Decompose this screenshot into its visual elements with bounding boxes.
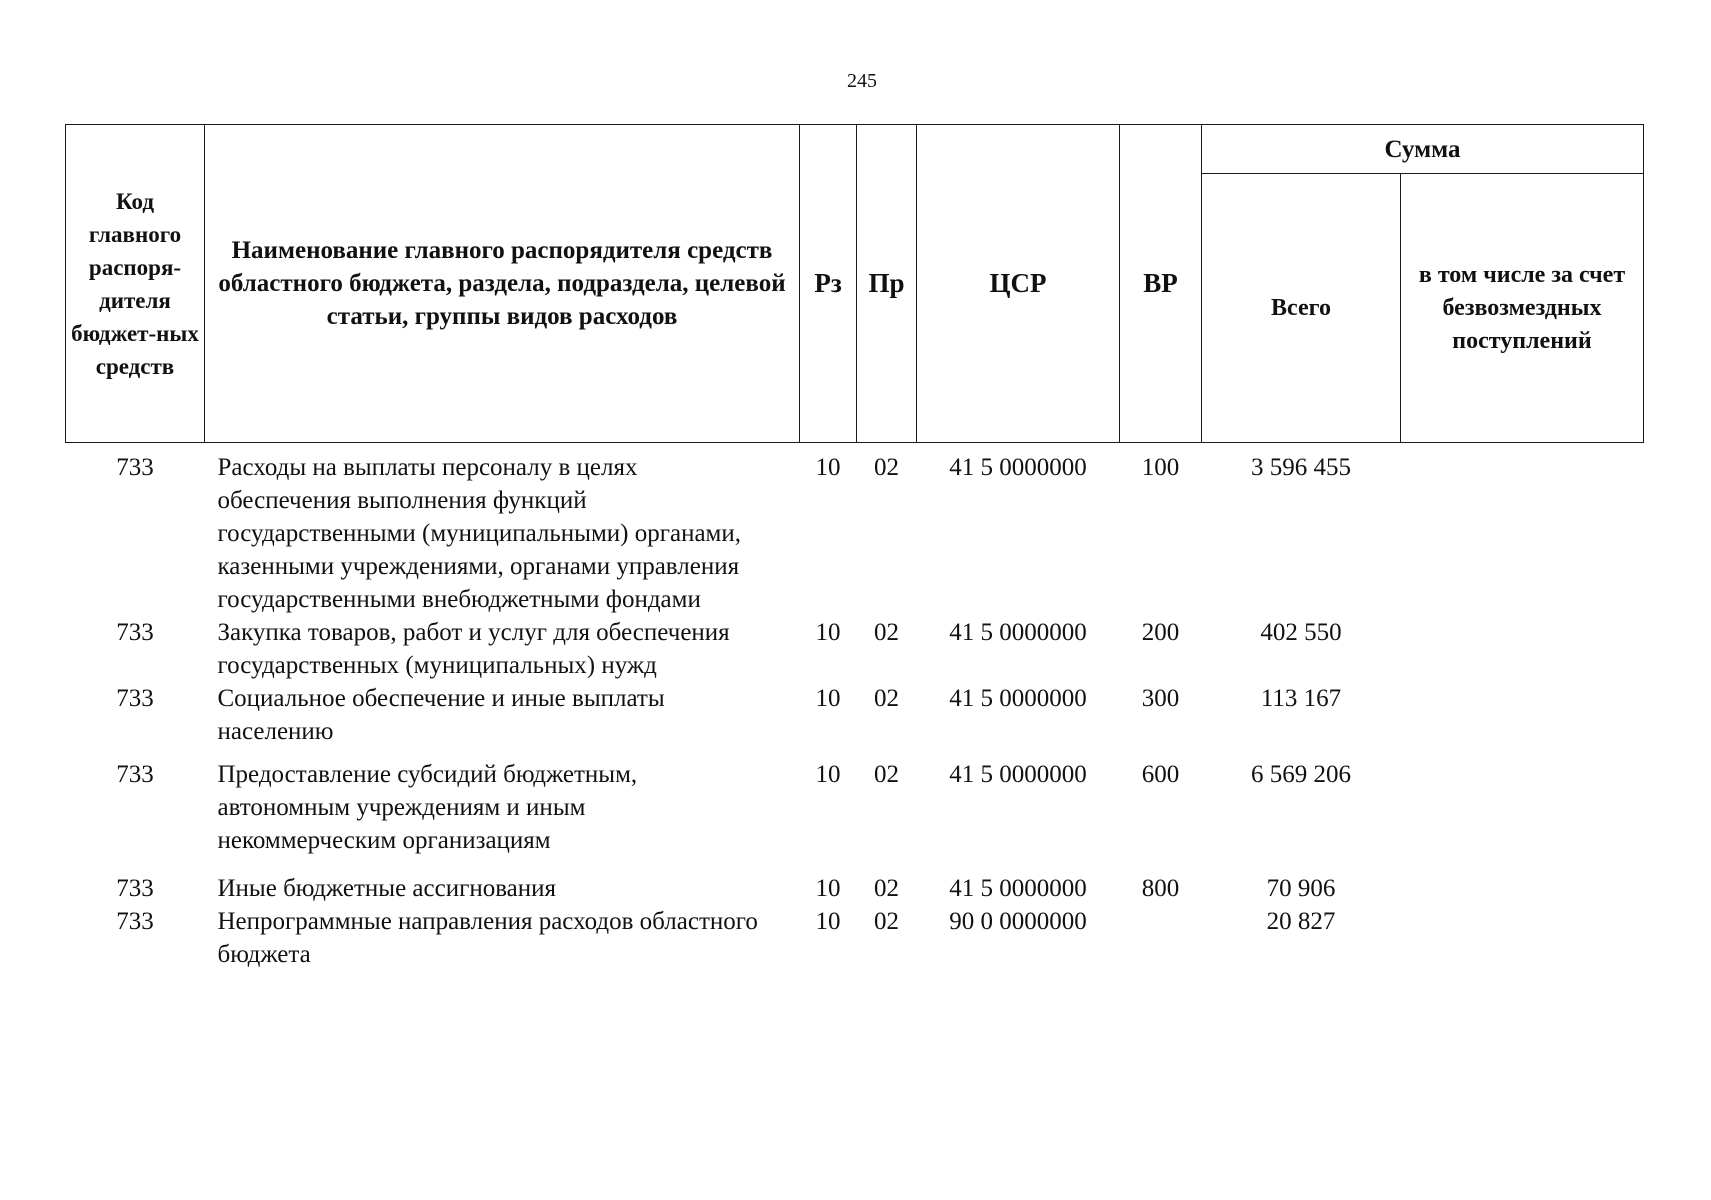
cell-csr: 41 5 0000000: [949, 761, 1087, 788]
table-row: [66, 748, 1644, 857]
cell-free-receipts: [1401, 682, 1644, 748]
cell-free-receipts: [1401, 905, 1644, 971]
cell-name: Расходы на выплаты персоналу в целях обеспечения выполнения функций государственными (муниципальными) органами, казенными учреждениями, органами управления государственными внебюджетными фондами: [217, 454, 741, 613]
cell-vr: 200: [1141, 619, 1180, 646]
table-row: [66, 857, 1644, 905]
cell-free-receipts: [1401, 748, 1644, 857]
table-header: [66, 125, 1644, 443]
cell-total: 3 596 455: [1251, 454, 1351, 481]
cell-total: 70 906: [1266, 875, 1336, 902]
header-csr: ЦСР: [917, 125, 1120, 443]
cell-pr: 02: [874, 454, 899, 481]
cell-free-receipts: [1401, 443, 1644, 617]
cell-total: 402 550: [1260, 619, 1342, 646]
header-name: Наименование главного распорядителя средств областного бюджета, раздела, подраздела, целевой статьи, группы видов расходов: [205, 125, 800, 443]
cell-total: 6 569 206: [1251, 761, 1351, 788]
cell-rz: 10: [815, 619, 841, 646]
cell-csr: 41 5 0000000: [949, 619, 1087, 646]
header-pr: Пр: [857, 125, 917, 443]
cell-vr: [1120, 905, 1202, 971]
cell-code: 733: [116, 761, 154, 788]
cell-rz: 10: [815, 908, 841, 935]
cell-rz: 10: [815, 875, 841, 902]
cell-pr: 02: [874, 685, 899, 712]
cell-csr: 41 5 0000000: [949, 875, 1087, 902]
cell-name: Закупка товаров, работ и услуг для обеспечения государственных (муниципальных) нужд: [217, 619, 730, 679]
table-row: [66, 443, 1644, 617]
header-free-receipts: в том числе за счет безвозмездных поступлений: [1401, 174, 1644, 443]
cell-name: Иные бюджетные ассигнования: [217, 875, 557, 902]
cell-rz: 10: [815, 761, 841, 788]
cell-total: 113 167: [1260, 685, 1342, 712]
cell-code: 733: [116, 685, 154, 712]
cell-pr: 02: [874, 619, 899, 646]
page-number: 245: [847, 70, 877, 92]
header-total: Всего: [1202, 174, 1401, 443]
cell-rz: 10: [815, 454, 841, 481]
cell-name: Непрограммные направления расходов областного бюджета: [217, 908, 758, 968]
cell-vr: 100: [1141, 454, 1180, 481]
cell-pr: 02: [874, 908, 899, 935]
header-vr: ВР: [1120, 125, 1202, 443]
cell-vr: 600: [1141, 761, 1180, 788]
cell-pr: 02: [874, 761, 899, 788]
header-code: Код главного распоря-дителя бюджет-ных средств: [66, 125, 205, 443]
cell-vr: 300: [1141, 685, 1180, 712]
cell-code: 733: [116, 619, 154, 646]
cell-code: 733: [116, 454, 154, 481]
cell-vr: 800: [1141, 875, 1180, 902]
table-body: [66, 443, 1644, 972]
cell-name: Предоставление субсидий бюджетным, автономным учреждениям и иным некоммерческим организациям: [217, 761, 638, 854]
cell-code: 733: [116, 875, 154, 902]
budget-expenditure-table: [65, 124, 1644, 971]
cell-free-receipts: [1401, 616, 1644, 682]
cell-csr: 41 5 0000000: [949, 685, 1087, 712]
cell-csr: 41 5 0000000: [949, 454, 1087, 481]
cell-csr: 90 0 0000000: [949, 908, 1087, 935]
cell-pr: 02: [874, 875, 899, 902]
table-row: [66, 682, 1644, 748]
cell-total: 20 827: [1266, 908, 1336, 935]
cell-free-receipts: [1401, 857, 1644, 905]
table-row: [66, 616, 1644, 682]
table-row: [66, 905, 1644, 971]
header-rz: Рз: [800, 125, 857, 443]
cell-rz: 10: [815, 685, 841, 712]
cell-name: Социальное обеспечение и иные выплаты населению: [217, 685, 665, 745]
cell-code: 733: [116, 908, 154, 935]
header-sum: Сумма: [1202, 125, 1644, 174]
